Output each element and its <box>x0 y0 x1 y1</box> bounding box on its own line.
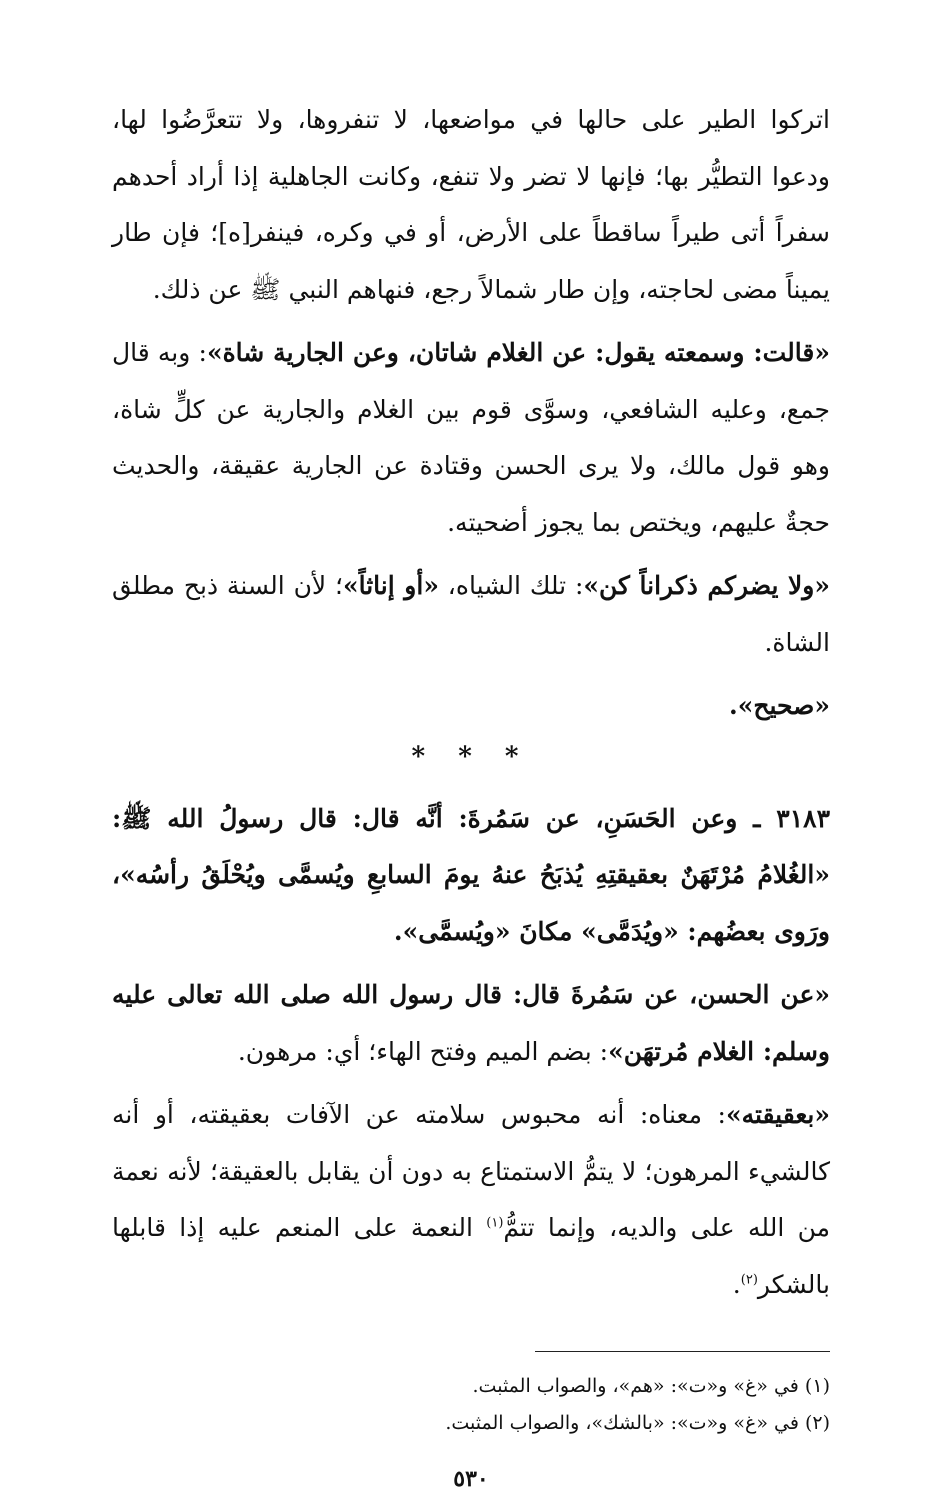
paragraph-text: : بضم الميم وفتح الهاء؛ أي: مرهون. <box>237 1036 609 1066</box>
hadith-body: ـ وعن الحَسَنِ، عن سَمُرةَ: أنَّه قال: قال رسولُ الله ﷺ: «الغُلامُ مُرْتَهَنٌ بعقيقتِهِ يُذبَحُ عنهُ يومَ السابعِ ويُسمَّى ويُحْلَقُ رأسُه»، ورَوى بعضُهم: «ويُدَمَّى» مكانَ «ويُسمَّى». <box>112 803 830 946</box>
grading-note <box>112 678 830 735</box>
paragraph-text: اتركوا الطير على حالها في مواضعها، لا تنفروها، ولا تتعرَّضُوا لها، ودعوا التطيُّر بها؛ فإنها لا تضر ولا تنفع، وكانت الجاهلية إذا أراد أحدهم سفراً أتى طيراً ساقطاً على الأرض، أو في وكره، فينفر[ه]؛ فإن طار يميناً مضى لحاجته، وإن طار شمالاً رجع، فنهاهم النبي ﷺ عن ذلك. <box>112 105 830 304</box>
footnote-1: (١) في «غ» و«ت»: «هم»، والصواب المثبت. <box>472 1375 830 1397</box>
section-separator: * * * <box>411 741 531 772</box>
paragraph-text: ؛ لأن السنة ذبح مطلق الشاة. <box>112 571 830 657</box>
paragraph-text: النعمة على المنعم عليه إذا قابلها بالشكر <box>112 1213 830 1299</box>
paragraph-commentary-murtahan <box>112 967 830 1080</box>
quoted-lemma: «عن الحسن، عن سَمُرةَ قال: قال رسول الله صلى الله تعالى عليه وسلم: الغلام مُرتهَن» <box>112 980 830 1066</box>
quoted-lemma: «بعقيقته» <box>725 1100 830 1129</box>
paragraph-text: . <box>732 1269 741 1299</box>
paragraph-commentary-males-females <box>112 558 830 671</box>
hadith-number: ٣١٨٣ <box>776 803 830 833</box>
quoted-lemma: «أو إناثاً» <box>342 571 439 600</box>
paragraph-commentary-birds <box>112 92 830 318</box>
quoted-lemma: «قالت: وسمعته يقول: عن الغلام شاتان، وعن الجارية شاة» <box>206 338 830 367</box>
footnote-divider <box>535 1351 830 1352</box>
paragraph-commentary-biaqiqatihi <box>112 1087 830 1313</box>
footnote-ref-2[interactable]: (٢) <box>740 1272 758 1288</box>
hadith-text <box>112 791 830 961</box>
footnote-2: (٢) في «غ» و«ت»: «بالشك»، والصواب المثبت. <box>445 1412 830 1434</box>
quoted-lemma: «ولا يضركم ذكراناً كن» <box>583 571 831 600</box>
paragraph-text: : معناه: أنه محبوس سلامته عن الآفات بعقيقته، أو أنه كالشيء المرهون؛ لا يتمُّ الاستمتاع به دون أن يقابل بالعقيقة؛ لأنه نعمة من الله على والديه، وإنما تتمُّ <box>112 1100 830 1242</box>
paragraph-commentary-aqiqa <box>112 325 830 551</box>
grading-text: «صحيح». <box>728 691 830 720</box>
paragraph-text: : وبه قال جمع، وعليه الشافعي، وسوَّى قوم بين الغلام والجارية عن كلٍّ شاة، وهو قول مالك، ولا يرى الحسن وقتادة عن الجارية عقيقة، والحديث حجةٌ عليهم، ويختص بما يجوز أضحيته. <box>112 338 830 537</box>
footnote-ref-1[interactable]: (١) <box>486 1215 504 1231</box>
paragraph-text: : تلك الشياه، <box>438 571 584 600</box>
page-number: ٥٣٠ <box>453 1466 489 1492</box>
